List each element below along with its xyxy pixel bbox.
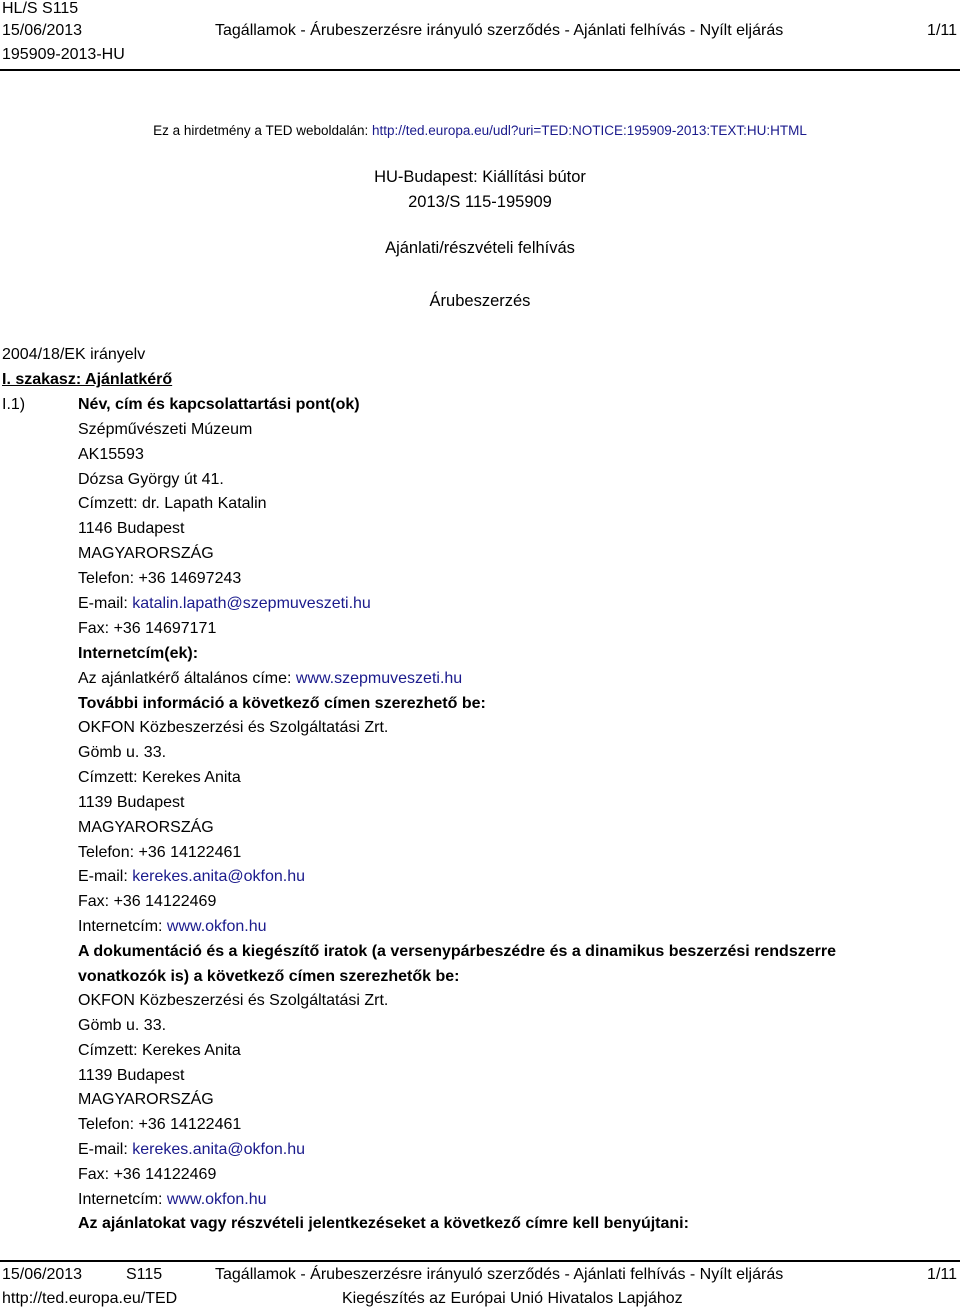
header-notice-id: 195909-2013-HU	[2, 46, 125, 63]
email-label: E-mail:	[78, 1141, 133, 1158]
more-info-attn: Címzett: Kerekes Anita	[78, 769, 241, 786]
contracting-fax: Fax: +36 14697171	[78, 620, 217, 637]
contract-type: Árubeszerzés	[429, 292, 531, 310]
contracting-email-line	[78, 595, 371, 613]
more-info-street: Gömb u. 33.	[78, 744, 167, 761]
ted-weblink-line	[0, 123, 960, 138]
docs-fax: Fax: +36 14122469	[78, 1166, 217, 1183]
docs-email-line	[78, 1141, 305, 1159]
header-page-number: 1/11	[927, 22, 957, 39]
more-info-heading: További információ a következő címen szerezhető be:	[78, 695, 486, 712]
email-label: E-mail:	[78, 595, 133, 612]
contracting-email-link[interactable]: katalin.lapath@szepmuveszeti.hu	[132, 595, 371, 612]
section-title: I. szakasz: Ajánlatkérő	[2, 371, 173, 388]
more-info-internet-link[interactable]: www.okfon.hu	[166, 918, 267, 935]
docs-attn: Címzett: Kerekes Anita	[78, 1042, 241, 1059]
docs-internet-link[interactable]: www.okfon.hu	[166, 1191, 267, 1208]
more-info-fax: Fax: +36 14122469	[78, 893, 217, 910]
contracting-org: Szépművészeti Múzeum	[78, 421, 253, 438]
notice-reference: 2013/S 115-195909	[408, 193, 552, 211]
submit-heading: Az ajánlatokat vagy részvételi jelentkezéseket a következő címre kell benyújtani:	[78, 1215, 689, 1232]
header-title: Tagállamok - Árubeszerzésre irányuló szerződés - Ajánlati felhívás - Nyílt eljárás	[215, 22, 784, 39]
footer-page-number: 1/11	[927, 1266, 957, 1283]
docs-heading-line-1: A dokumentáció és a kiegészítő iratok (a versenypárbeszédre és a dinamikus beszerzési rendszerre	[78, 943, 836, 960]
ted-notice-link[interactable]: http://ted.europa.eu/udl?uri=TED:NOTICE:195909-2013:TEXT:HU:HTML	[372, 123, 807, 138]
directive: 2004/18/EK irányelv	[2, 346, 146, 363]
page-header	[0, 0, 960, 72]
contracting-street: Dózsa György út 41.	[78, 471, 224, 488]
more-info-country: MAGYARORSZÁG	[78, 819, 214, 836]
footer-series: S115	[126, 1266, 163, 1283]
header-date: 15/06/2013	[2, 22, 83, 39]
docs-heading-line-2: vonatkozók is) a következő címen szerezhetők be:	[78, 968, 460, 985]
more-info-org: OKFON Közbeszerzési és Szolgáltatási Zrt.	[78, 719, 389, 736]
internet-heading: Internetcím(ek):	[78, 645, 199, 662]
docs-phone: Telefon: +36 14122461	[78, 1116, 242, 1133]
docs-street: Gömb u. 33.	[78, 1017, 167, 1034]
footer-title: Tagállamok - Árubeszerzésre irányuló szerződés - Ajánlati felhívás - Nyílt eljárás	[215, 1266, 784, 1283]
footer-rule	[0, 1260, 960, 1262]
footer-ted-link[interactable]: http://ted.europa.eu/TED	[2, 1290, 178, 1307]
email-label: E-mail:	[78, 868, 133, 885]
page-footer	[0, 1260, 960, 1311]
header-rule	[0, 69, 960, 71]
contracting-phone: Telefon: +36 14697243	[78, 570, 242, 587]
notice-title-line: HU-Budapest: Kiállítási bútor	[374, 168, 586, 186]
internet-label: Internetcím:	[78, 918, 167, 935]
notice-type: Ajánlati/részvételi felhívás	[385, 239, 575, 257]
docs-country: MAGYARORSZÁG	[78, 1091, 214, 1108]
general-address-line	[78, 670, 462, 688]
more-info-internet-line	[78, 918, 267, 936]
more-info-email-line	[78, 868, 305, 886]
more-info-phone: Telefon: +36 14122461	[78, 844, 242, 861]
internet-label: Internetcím:	[78, 1191, 167, 1208]
contracting-city: 1146 Budapest	[78, 520, 185, 537]
docs-org: OKFON Közbeszerzési és Szolgáltatási Zrt.	[78, 992, 389, 1009]
more-info-email-link[interactable]: kerekes.anita@okfon.hu	[132, 868, 306, 885]
contracting-attn: Címzett: dr. Lapath Katalin	[78, 495, 267, 512]
footer-date: 15/06/2013	[2, 1266, 83, 1283]
docs-email-link[interactable]: kerekes.anita@okfon.hu	[132, 1141, 306, 1158]
more-info-city: 1139 Budapest	[78, 794, 185, 811]
contracting-country: MAGYARORSZÁG	[78, 545, 214, 562]
general-address-label: Az ajánlatkérő általános címe:	[78, 670, 296, 687]
general-address-link[interactable]: www.szepmuveszeti.hu	[295, 670, 463, 687]
header-series: HL/S S115	[2, 0, 79, 17]
docs-city: 1139 Budapest	[78, 1067, 185, 1084]
docs-internet-line	[78, 1191, 267, 1209]
footer-supplement: Kiegészítés az Európai Unió Hivatalos Lapjához	[342, 1290, 683, 1307]
section-heading: Név, cím és kapcsolattartási pont(ok)	[78, 396, 360, 413]
section-number: I.1)	[2, 396, 26, 413]
contracting-code: AK15593	[78, 446, 144, 463]
ted-weblink-prefix: Ez a hirdetmény a TED weboldalán:	[153, 123, 373, 138]
